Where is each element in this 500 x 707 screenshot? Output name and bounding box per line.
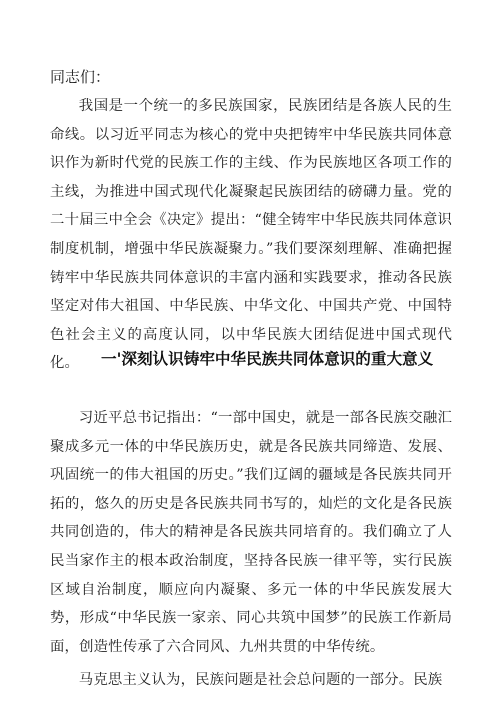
paragraph-intro: 我国是一个统一的多民族国家，民族团结是各族人民的生命线。以习近平同志为核心的党中央把铸牢中华民族共同体意识作为新时代党的民族工作的主线、作为民族地区各项工作的主线，为推进中国式现代化凝聚起民族团结的磅礴力量。党的二十届三中全会《决定》提出：“健全铸牢中华民族共同体意识制度机制，增强中华民族凝聚力。”我们要深刻理解、准确把握铸牢中华民族共同体意识的丰富内涵和实践要求，推动各民族坚定对伟大祖国、中华民族、中华文化、中国共产党、中国特色社会主义的高度认同，以中华民族大团结促进中国式现代化。 (50, 98, 452, 372)
paragraph-history: 习近平总书记指出：“一部中国史，就是一部各民族交融汇聚成多元一体的中华民族历史，就是各民族共同缔造、发展、巩固统一的伟大祖国的历史。”我们辽阔的疆域是各民族共同开拓的，悠久的历史是各民族共同书写的，灿烂的文化是各民族共同创造的，伟大的精神是各民族共同培育的。我们确立了人民当家作主的根本政治制度，坚持各民族一律平等，实行民族区域自治制度，顺应向内凝聚、多元一体的中华民族发展大势，形成“中华民族一家亲、同心共筑中国梦”的民族工作新局面，创造性传承了六合同风、九州共贯的中华传统。 (50, 410, 452, 655)
salutation: 同志们： (50, 68, 111, 86)
section-heading: 一'深刻认识铸牢中华民族共同体意识的重大意义 (101, 350, 434, 368)
paragraph-marxism: 马克思主义认为，民族问题是社会总问题的一部分。民族 (78, 672, 443, 688)
